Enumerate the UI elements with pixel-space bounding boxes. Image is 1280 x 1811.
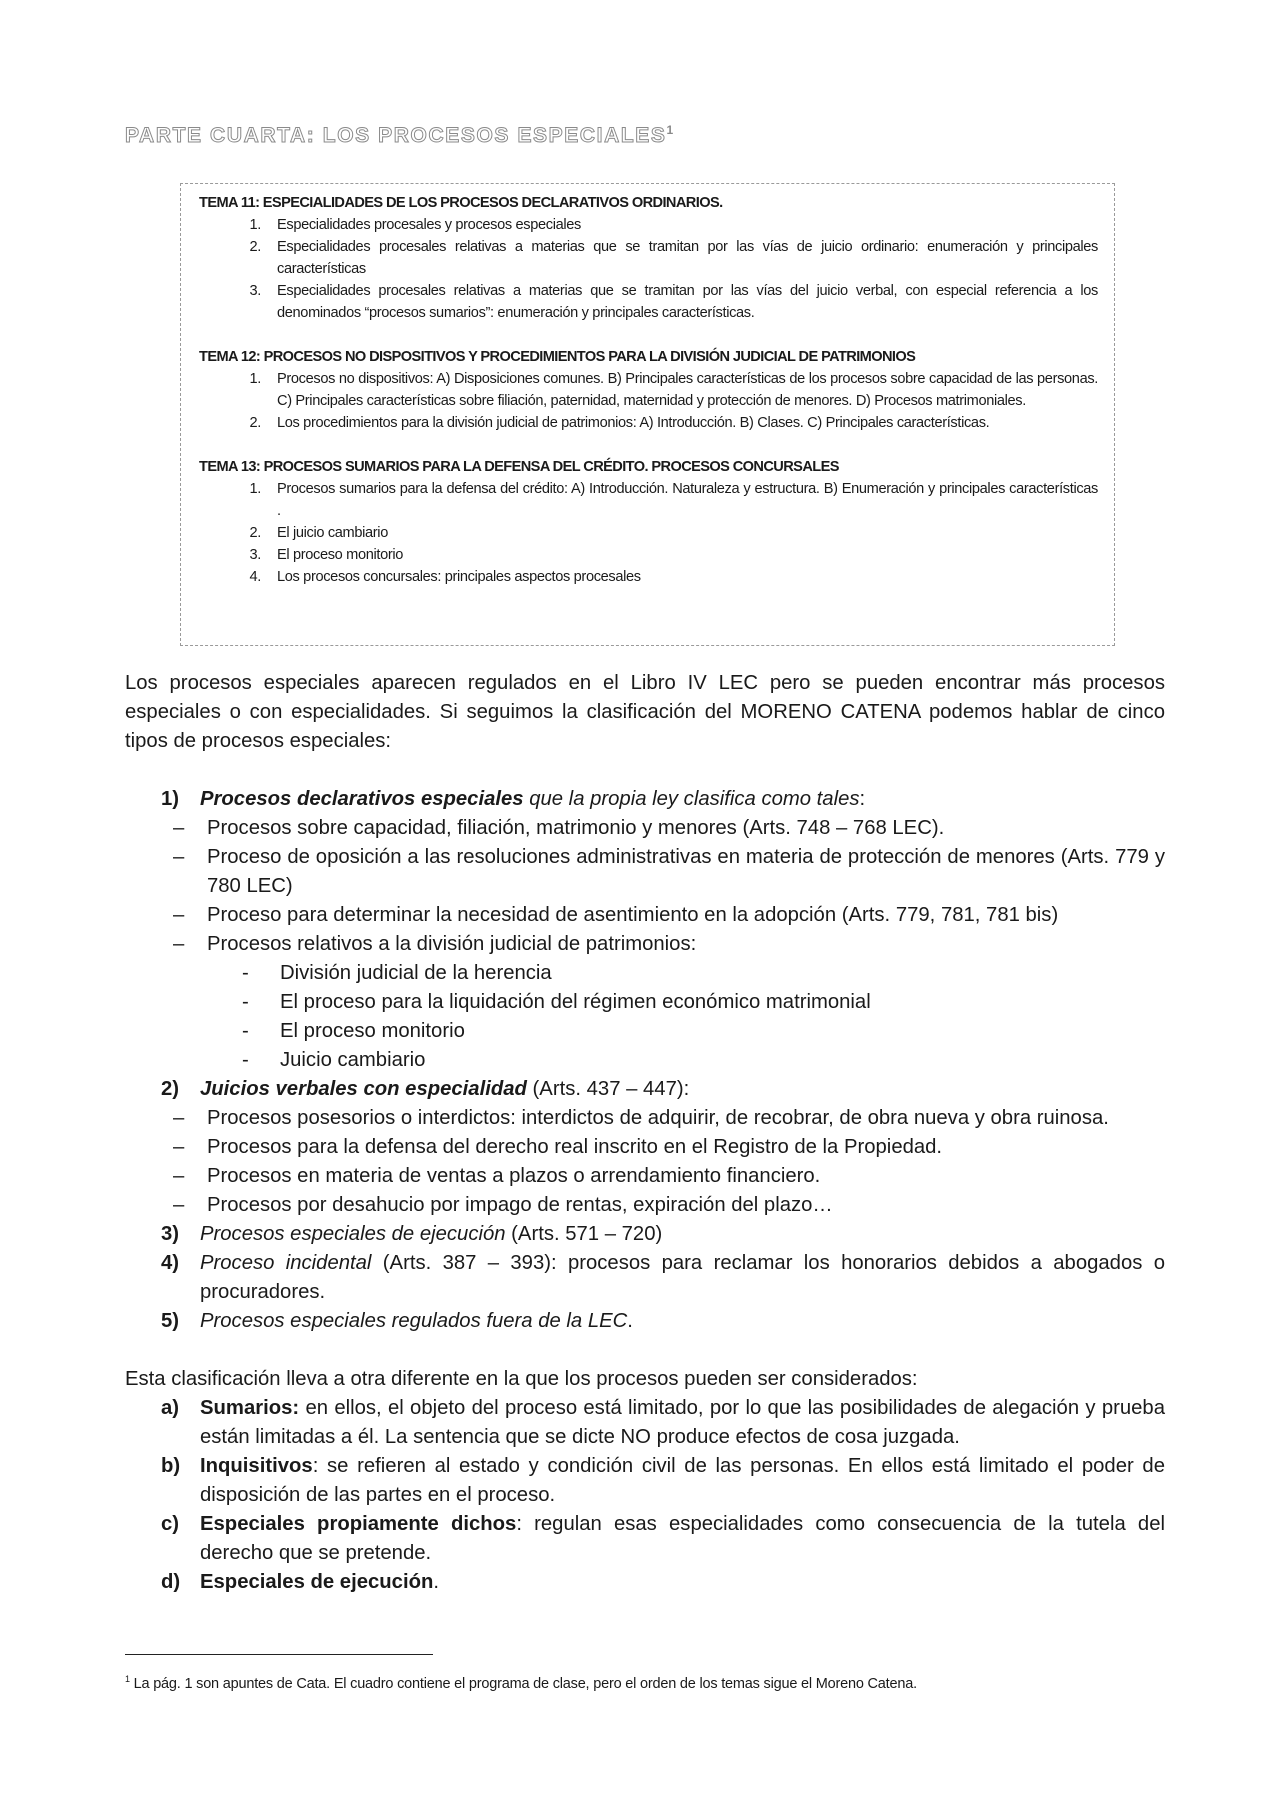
sub-item bbox=[125, 1017, 1165, 1046]
item-text bbox=[200, 1568, 1165, 1597]
item-number: d) bbox=[161, 1571, 181, 1593]
dash-bullet: – bbox=[173, 846, 185, 868]
tema-item bbox=[199, 368, 1098, 412]
text-segment: Inquisitivos bbox=[200, 1455, 313, 1477]
item-number: 3. bbox=[249, 283, 261, 299]
sub-bullet: - bbox=[242, 1049, 249, 1071]
item-text bbox=[200, 1394, 1165, 1452]
item-number: 1. bbox=[249, 217, 261, 233]
process-type-item bbox=[125, 1075, 1165, 1104]
category-item bbox=[125, 1452, 1165, 1510]
sub-text: El proceso monitorio bbox=[280, 1020, 465, 1042]
text-segment: Sumarios: bbox=[200, 1397, 300, 1419]
sub-item bbox=[125, 959, 1165, 988]
footnote-number: 1 bbox=[125, 1674, 130, 1684]
tema-item bbox=[199, 478, 1098, 522]
tema-item bbox=[199, 522, 1098, 544]
process-type-item bbox=[125, 1249, 1165, 1307]
item-text bbox=[200, 1452, 1165, 1510]
footnote-divider bbox=[125, 1654, 433, 1655]
dash-item bbox=[125, 901, 1165, 930]
item-text: Procesos no dispositivos: A) Disposiciones comunes. B) Principales características de los procesos sobre capacidad de las personas. C) Principales características sobre filiación, paternidad, maternidad y protección de menores. D) Procesos matrimoniales. bbox=[277, 371, 1098, 409]
item-number: 2) bbox=[161, 1078, 180, 1100]
item-number: a) bbox=[161, 1397, 180, 1419]
tema-section bbox=[199, 346, 1098, 434]
page-title bbox=[125, 123, 675, 148]
item-text bbox=[200, 1075, 1165, 1104]
dash-text: Procesos en materia de ventas a plazos o arrendamiento financiero. bbox=[207, 1165, 821, 1187]
dash-item bbox=[125, 1191, 1165, 1220]
sub-item bbox=[125, 1046, 1165, 1075]
sub-text: División judicial de la herencia bbox=[280, 962, 552, 984]
item-text: Especialidades procesales y procesos especiales bbox=[277, 217, 581, 233]
text-segment: Procesos especiales regulados fuera de la LEC bbox=[200, 1310, 628, 1332]
sub-bullet: - bbox=[242, 962, 249, 984]
tema-item bbox=[199, 544, 1098, 566]
process-type-item bbox=[125, 1220, 1165, 1249]
dash-bullet: – bbox=[173, 817, 185, 839]
dash-bullet: – bbox=[173, 1136, 185, 1158]
text-segment: . bbox=[627, 1310, 633, 1332]
dash-text: Procesos por desahucio por impago de rentas, expiración del plazo… bbox=[207, 1194, 833, 1216]
item-number: 2. bbox=[249, 415, 261, 431]
text-segment: Juicios verbales con especialidad bbox=[200, 1078, 527, 1100]
tema-section bbox=[199, 192, 1098, 324]
process-type-item bbox=[125, 1307, 1165, 1336]
text-segment: Proceso incidental bbox=[200, 1252, 372, 1274]
tema-section bbox=[199, 456, 1098, 588]
text-segment: Especiales propiamente dichos bbox=[200, 1513, 517, 1535]
dash-item bbox=[125, 843, 1165, 901]
text-segment: : regulan esas especialidades como consecuencia de la tutela del derecho que se pretende. bbox=[200, 1513, 1165, 1564]
item-text: Los procesos concursales: principales aspectos procesales bbox=[277, 569, 641, 585]
item-text bbox=[200, 785, 1165, 814]
item-number: c) bbox=[161, 1513, 180, 1535]
tema-heading: TEMA 12: PROCESOS NO DISPOSITIVOS Y PROCEDIMIENTOS PARA LA DIVISIÓN JUDICIAL DE PATRIMONIOS bbox=[199, 349, 916, 365]
dash-item bbox=[125, 1104, 1165, 1133]
dash-item bbox=[125, 814, 1165, 843]
text-segment: que la propia ley clasifica como tales bbox=[523, 788, 860, 810]
item-number: 1. bbox=[249, 481, 261, 497]
text-segment: : se refieren al estado y condición civil de las personas. En ellos está limitado el poder de disposición de las partes en el proceso. bbox=[200, 1455, 1165, 1506]
dash-item bbox=[125, 1162, 1165, 1191]
dash-text: Proceso para determinar la necesidad de asentimiento en la adopción (Arts. 779, 781, 781 bis) bbox=[207, 904, 1059, 926]
dash-text: Procesos relativos a la división judicial de patrimonios: bbox=[207, 933, 697, 955]
category-item bbox=[125, 1394, 1165, 1452]
item-number: 3. bbox=[249, 547, 261, 563]
dash-bullet: – bbox=[173, 1194, 185, 1216]
dash-text: Proceso de oposición a las resoluciones administrativas en materia de protección de menores (Arts. 779 y 780 LEC) bbox=[207, 846, 1165, 897]
dash-item bbox=[125, 1133, 1165, 1162]
item-text bbox=[200, 1510, 1165, 1568]
text-segment: Procesos declarativos especiales bbox=[200, 788, 524, 810]
item-text bbox=[200, 1220, 1165, 1249]
item-text: Especialidades procesales relativas a materias que se tramitan por las vías de juicio ordinario: enumeración y principales características bbox=[277, 239, 1098, 277]
second-intro: Esta clasificación lleva a otra diferente en la que los procesos pueden ser considerados: bbox=[125, 1368, 918, 1390]
dash-bullet: – bbox=[173, 904, 185, 926]
text-segment: (Arts. 437 – 447): bbox=[526, 1078, 690, 1100]
text-segment: (Arts. 571 – 720) bbox=[505, 1223, 663, 1245]
sub-bullet: - bbox=[242, 1020, 249, 1042]
text-segment: Procesos especiales de ejecución bbox=[200, 1223, 506, 1245]
tema-heading: TEMA 13: PROCESOS SUMARIOS PARA LA DEFENSA DEL CRÉDITO. PROCESOS CONCURSALES bbox=[199, 459, 839, 475]
item-text: El proceso monitorio bbox=[277, 547, 404, 563]
tema-item bbox=[199, 214, 1098, 236]
item-text: Los procedimientos para la división judicial de patrimonios: A) Introducción. B) Clases. C) Principales características. bbox=[277, 415, 990, 431]
item-number: 5) bbox=[161, 1310, 180, 1332]
text-segment: en ellos, el objeto del proceso está limitado, por lo que las posibilidades de alegación y prueba están limitadas a él. La sentencia que se dicte NO produce efectos de cosa juzgada. bbox=[200, 1397, 1165, 1448]
text-segment: . bbox=[433, 1571, 439, 1593]
dash-text: Procesos sobre capacidad, filiación, matrimonio y menores (Arts. 748 – 768 LEC). bbox=[207, 817, 945, 839]
item-number: 2. bbox=[249, 239, 261, 255]
dash-text: Procesos posesorios o interdictos: interdictos de adquirir, de recobrar, de obra nueva y obra ruinosa. bbox=[207, 1107, 1109, 1129]
item-number: 3) bbox=[161, 1223, 180, 1245]
dash-bullet: – bbox=[173, 1165, 185, 1187]
process-type-item bbox=[125, 785, 1165, 814]
tema-item bbox=[199, 236, 1098, 280]
footnote bbox=[125, 1674, 917, 1692]
text-segment: (Arts. 387 – 393): procesos para reclamar los honorarios debidos a abogados o procuradores. bbox=[200, 1252, 1165, 1303]
dash-text: Procesos para la defensa del derecho real inscrito en el Registro de la Propiedad. bbox=[207, 1136, 943, 1158]
footnote-ref: 1 bbox=[666, 123, 675, 137]
sub-text: Juicio cambiario bbox=[280, 1049, 426, 1071]
item-number: 4) bbox=[161, 1252, 180, 1274]
item-number: 1. bbox=[249, 371, 261, 387]
category-item bbox=[125, 1510, 1165, 1568]
tema-heading: TEMA 11: ESPECIALIDADES DE LOS PROCESOS DECLARATIVOS ORDINARIOS. bbox=[199, 195, 723, 211]
dash-bullet: – bbox=[173, 933, 185, 955]
spacer bbox=[125, 1336, 1165, 1365]
category-item bbox=[125, 1568, 1165, 1597]
item-text bbox=[200, 1307, 1165, 1336]
dash-bullet: – bbox=[173, 1107, 185, 1129]
item-text: Especialidades procesales relativas a materias que se tramitan por las vías del juicio verbal, con especial referencia a los denominados “procesos sumarios”: enumeración y principales características. bbox=[277, 283, 1098, 321]
item-number: b) bbox=[161, 1455, 181, 1477]
item-text: El juicio cambiario bbox=[277, 525, 388, 541]
footnote-text: La pág. 1 son apuntes de Cata. El cuadro contiene el programa de clase, pero el orden de los temas sigue el Moreno Catena. bbox=[129, 1675, 917, 1692]
sub-item bbox=[125, 988, 1165, 1017]
page-title-text: PARTE CUARTA: LOS PROCESOS ESPECIALES bbox=[125, 124, 667, 147]
item-number: 2. bbox=[249, 525, 261, 541]
tema-item bbox=[199, 280, 1098, 324]
sub-bullet: - bbox=[242, 991, 249, 1013]
dash-item bbox=[125, 930, 1165, 959]
tema-item bbox=[199, 412, 1098, 434]
intro-paragraph: Los procesos especiales aparecen regulados en el Libro IV LEC pero se pueden encontrar más procesos especiales o con especialidades. Si seguimos la clasificación del MORENO CATENA podemos hablar de cinco tipos de procesos especiales: bbox=[125, 672, 1165, 752]
item-number: 1) bbox=[161, 788, 180, 810]
item-number: 4. bbox=[249, 569, 261, 585]
syllabus-box bbox=[180, 183, 1115, 646]
text-segment: Especiales de ejecución bbox=[200, 1571, 434, 1593]
sub-text: El proceso para la liquidación del régimen económico matrimonial bbox=[280, 991, 871, 1013]
item-text bbox=[200, 1249, 1165, 1307]
tema-item bbox=[199, 566, 1098, 588]
text-segment: : bbox=[859, 788, 866, 810]
main-content bbox=[125, 669, 1165, 1597]
item-text: Procesos sumarios para la defensa del crédito: A) Introducción. Naturaleza y estructura. B) Enumeración y principales características . bbox=[277, 481, 1098, 519]
